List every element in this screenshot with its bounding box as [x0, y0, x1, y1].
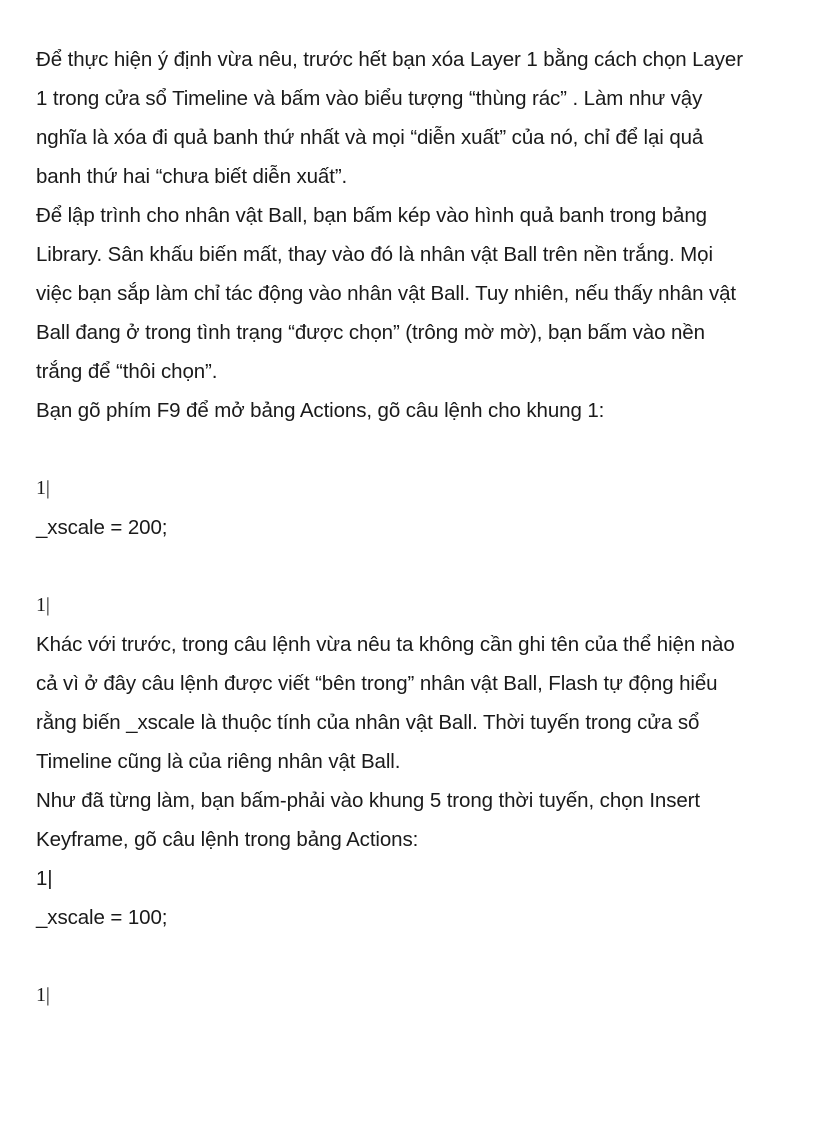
text-line: trắng để “thôi chọn”. [36, 360, 218, 383]
text-line: cả vì ở đây câu lệnh được viết “bên trong” nhân vật Ball, Flash tự động hiểu [36, 672, 718, 695]
text-line: Để lập trình cho nhân vật Ball, bạn bấm kép vào hình quả banh trong bảng [36, 204, 707, 227]
paragraph-3: Bạn gõ phím F9 để mở bảng Actions, gõ câu lệnh cho khung 1: [36, 399, 605, 422]
code-line-number: 1| [36, 867, 53, 890]
paragraph-4 [36, 625, 796, 781]
text-line: Khác với trước, trong câu lệnh vừa nêu ta không cần ghi tên của thể hiện nào [36, 633, 735, 656]
spacer [36, 547, 796, 586]
code-line-number: 1| [36, 984, 50, 1006]
text-line: việc bạn sắp làm chỉ tác động vào nhân vật Ball. Tuy nhiên, nếu thấy nhân vật [36, 282, 737, 305]
code-block-1 [36, 469, 796, 625]
paragraph-5 [36, 781, 796, 859]
text-line: Để thực hiện ý định vừa nêu, trước hết bạn xóa Layer 1 bằng cách chọn Layer [36, 48, 743, 71]
code-block-2 [36, 859, 796, 1015]
text-line: nghĩa là xóa đi quả banh thứ nhất và mọi “diễn xuất” của nó, chỉ để lại quả [36, 126, 704, 149]
text-line: rằng biến _xscale là thuộc tính của nhân vật Ball. Thời tuyến trong cửa sổ [36, 711, 700, 734]
text-line: Như đã từng làm, bạn bấm-phải vào khung 5 trong thời tuyến, chọn Insert [36, 789, 700, 812]
text-line: Timeline cũng là của riêng nhân vật Ball. [36, 750, 401, 773]
code-line-number: 1| [36, 594, 50, 616]
code-line: _xscale = 200; [36, 516, 168, 539]
text-line: Library. Sân khấu biến mất, thay vào đó là nhân vật Ball trên nền trắng. Mọi [36, 243, 713, 266]
paragraph-2 [36, 196, 796, 391]
document-page [36, 40, 796, 1015]
text-line: Keyframe, gõ câu lệnh trong bảng Actions: [36, 828, 419, 851]
text-line: 1 trong cửa sổ Timeline và bấm vào biểu tượng “thùng rác” . Làm như vậy [36, 87, 703, 110]
code-line: _xscale = 100; [36, 906, 168, 929]
spacer [36, 937, 796, 976]
paragraph-1 [36, 40, 796, 196]
spacer [36, 430, 796, 469]
text-line: banh thứ hai “chưa biết diễn xuất”. [36, 165, 348, 188]
text-line: Ball đang ở trong tình trạng “được chọn” (trông mờ mờ), bạn bấm vào nền [36, 321, 705, 344]
code-line-number: 1| [36, 477, 50, 499]
